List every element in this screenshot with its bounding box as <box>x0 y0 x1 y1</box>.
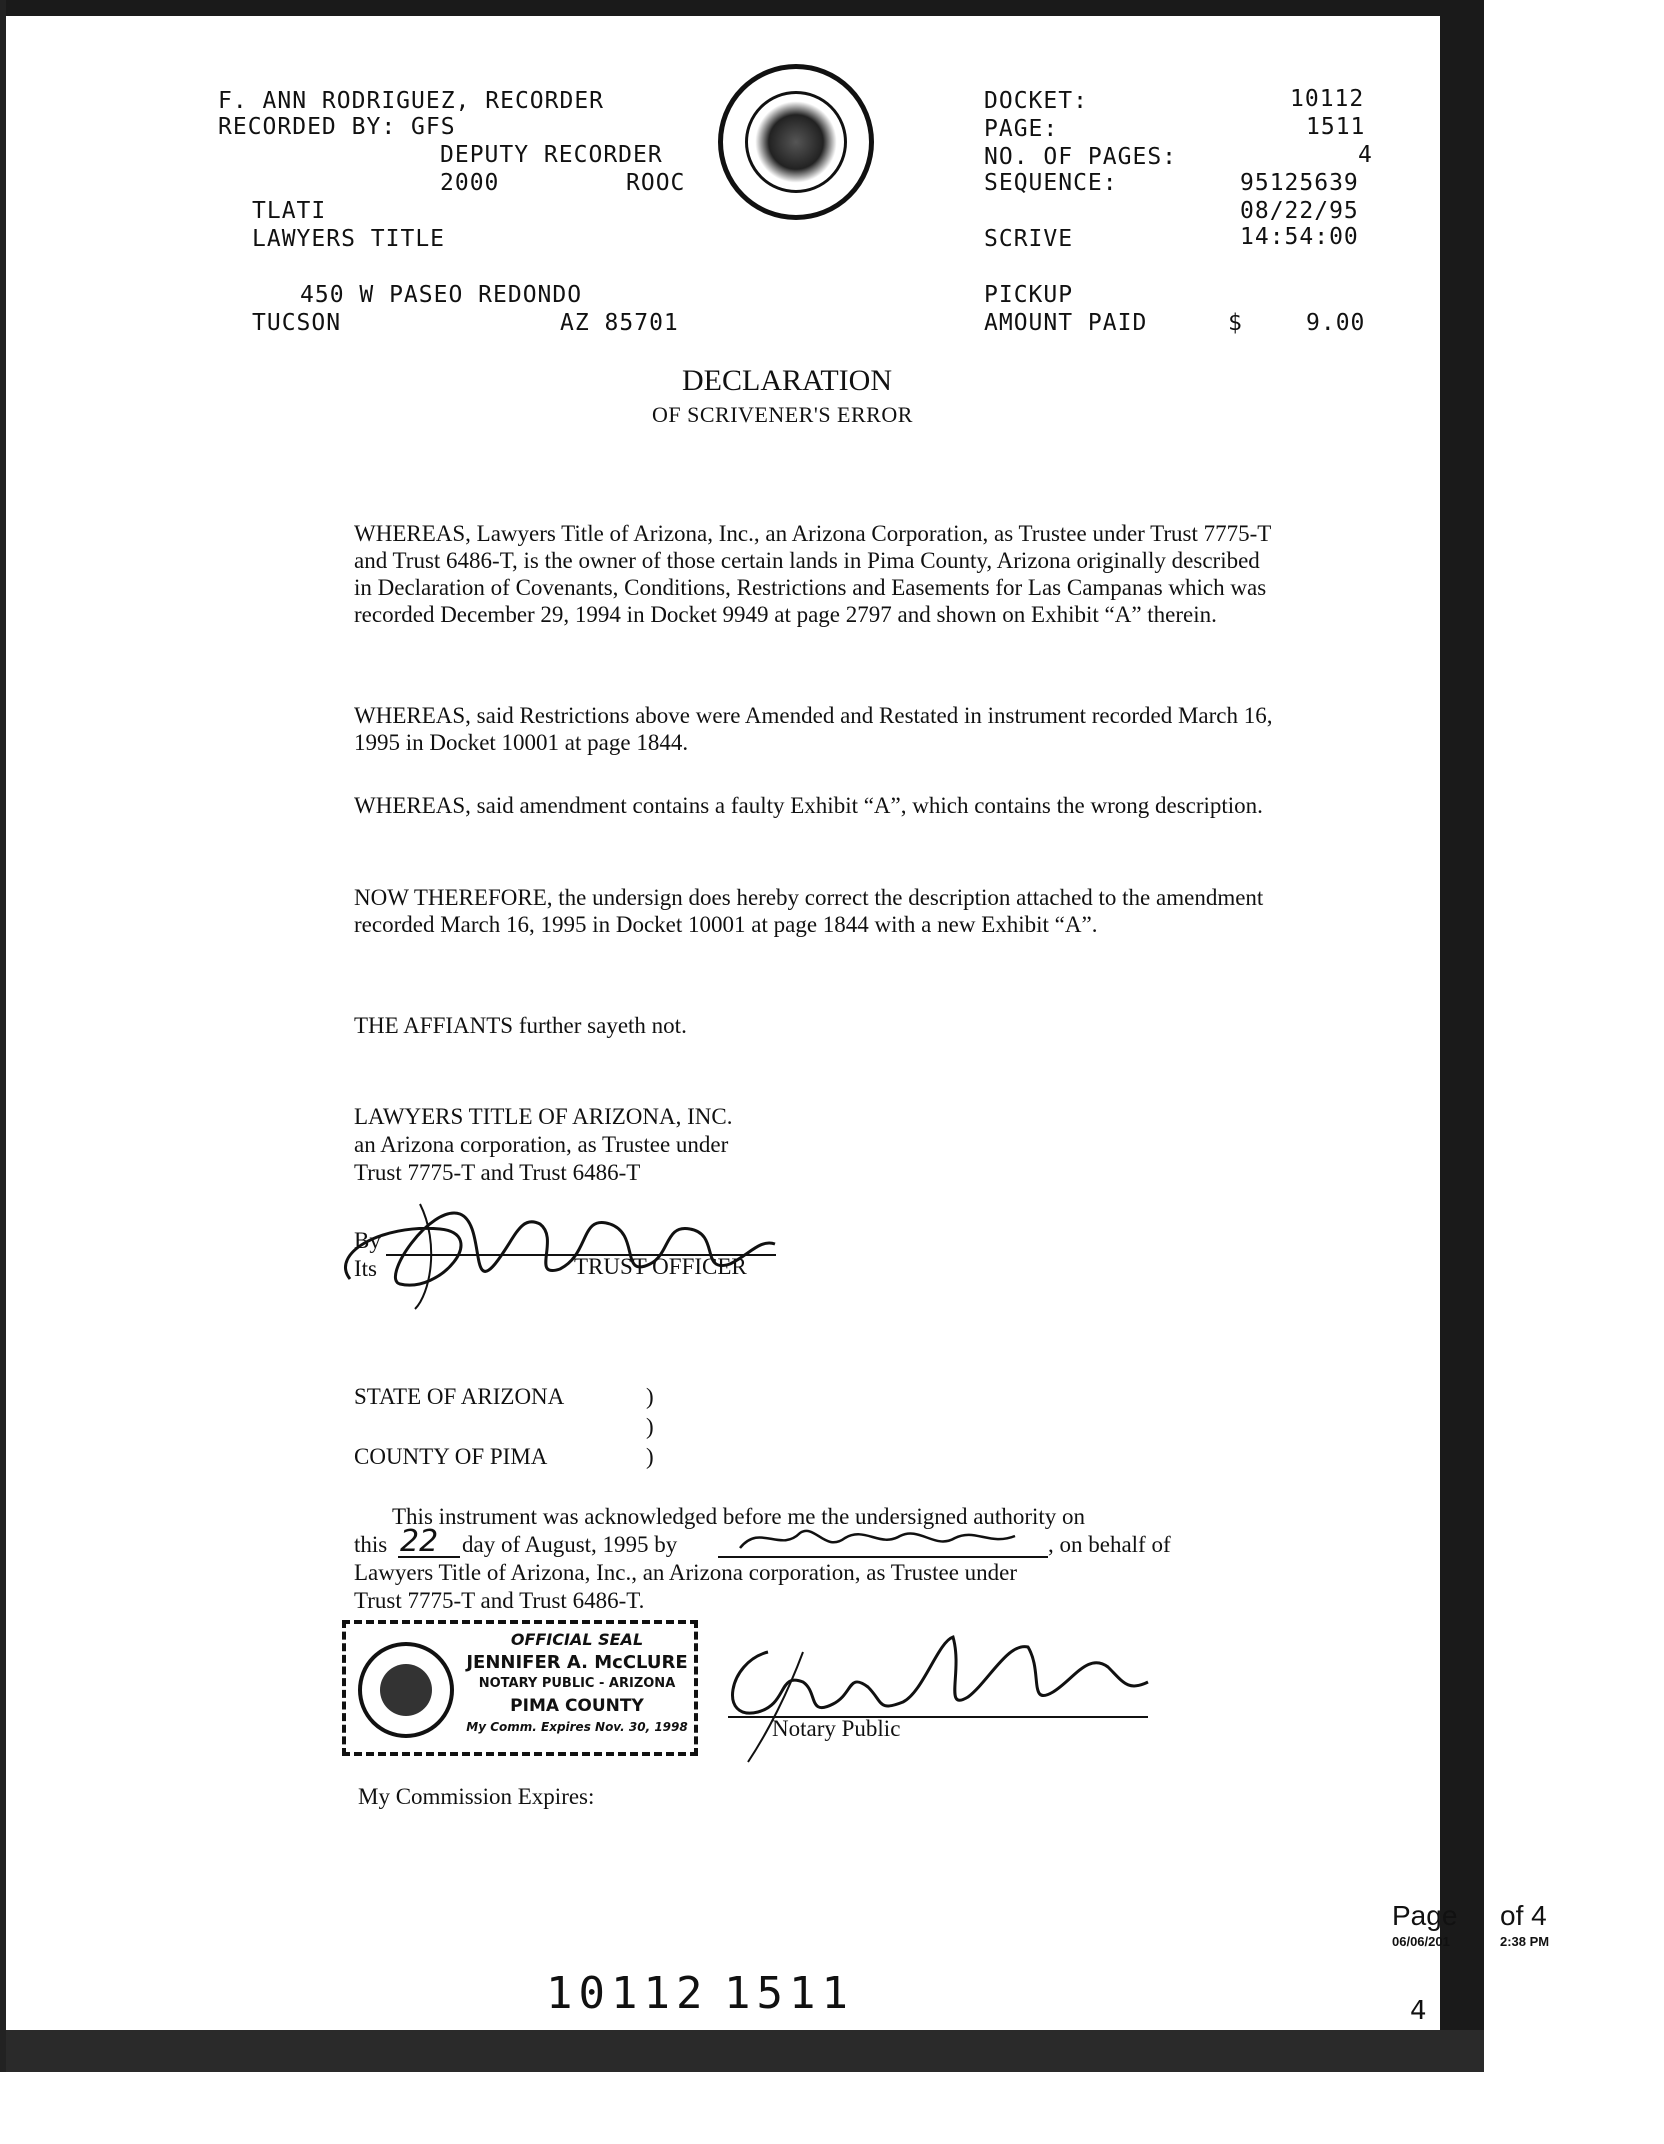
pickup-label: PICKUP <box>984 282 1074 308</box>
print-time: 2:38 PM <box>1500 1934 1550 1949</box>
ack-this: this <box>354 1532 388 1557</box>
amount-value: 9.00 <box>1306 310 1366 336</box>
document-title: DECLARATION <box>682 364 892 397</box>
ack-day-handwritten: 22 <box>400 1524 439 1559</box>
footer-docket-stamp: 10112 <box>546 1968 709 2019</box>
scan-border-right <box>1440 0 1484 2072</box>
lawyers-title: LAWYERS TITLE <box>252 226 446 252</box>
amount-currency: $ <box>1228 310 1243 336</box>
scan-border-bottom <box>0 2030 1484 2072</box>
notary-public-label: Notary Public <box>772 1716 901 1741</box>
paragraph-3: WHEREAS, said amendment contains a faulty Exhibit “A”, which contains the wrong description. <box>354 793 1263 818</box>
seal-expires: My Comm. Expires Nov. 30, 1998 <box>466 1720 688 1734</box>
paragraph-1: WHEREAS, Lawyers Title of Arizona, Inc., an Arizona Corporation, as Trustee under Trust 7775-T and Trust 6486-T, is the owner of those certain lands in Pima County, Arizona originally described in Declaration of Covenants, Conditions, Restrictions and Easements for Las Campanas which was recorded December 29, 1994 in Docket 9949 at page 2797 and shown on Exhibit “A” therein. <box>354 521 1271 627</box>
notary-official-seal <box>342 1620 698 1756</box>
seal-official: OFFICIAL SEAL <box>510 1630 644 1649</box>
record-time: 14:54:00 <box>1240 224 1359 250</box>
venue-paren-1: ) <box>646 1384 654 1409</box>
trust-officer-signature <box>320 1184 790 1314</box>
signatory-line-1: LAWYERS TITLE OF ARIZONA, INC. <box>354 1104 733 1129</box>
scrive-label: SCRIVE <box>984 226 1074 252</box>
venue-paren-2: ) <box>646 1414 654 1439</box>
ack-line-2-end: , on behalf of <box>1048 1532 1171 1557</box>
sequence-label: SEQUENCE: <box>984 170 1118 196</box>
ack-line-3: Lawyers Title of Arizona, Inc., an Arizona corporation, as Trustee under <box>354 1560 1018 1585</box>
commission-expires: My Commission Expires: <box>358 1784 595 1809</box>
trust-officer-label: TRUST OFFICER <box>574 1254 747 1279</box>
record-date: 08/22/95 <box>1240 198 1359 224</box>
recorded-by: RECORDED BY: GFS <box>218 114 456 140</box>
signatory-line-2: an Arizona corporation, as Trustee under <box>354 1132 729 1157</box>
scan-border-top <box>0 0 1484 16</box>
deputy-recorder: DEPUTY RECORDER <box>440 142 663 168</box>
signatory-line-3: Trust 7775-T and Trust 6486-T <box>354 1160 641 1185</box>
arizona-seal-icon <box>358 1642 454 1738</box>
notary-signature <box>708 1612 1158 1772</box>
code-2000: 2000 <box>440 170 500 196</box>
pages-value: 4 <box>1358 142 1373 168</box>
by-label: By <box>354 1228 381 1253</box>
paragraph-5: THE AFFIANTS further sayeth not. <box>354 1013 687 1038</box>
ack-line-1: This instrument was acknowledged before me the undersigned authority on <box>392 1504 1086 1529</box>
scan-border-left <box>0 0 6 2072</box>
document-subtitle: OF SCRIVENER'S ERROR <box>652 402 913 427</box>
venue-state: STATE OF ARIZONA <box>354 1384 565 1409</box>
address-line: 450 W PASEO REDONDO <box>300 282 583 308</box>
page-label: PAGE: <box>984 116 1059 142</box>
seal-county: PIMA COUNTY <box>510 1696 644 1716</box>
paragraph-2: WHEREAS, said Restrictions above were Amended and Restated in instrument recorded March 16, 1995 in Docket 10001 at page 1844. <box>354 703 1273 755</box>
page-value: 1511 <box>1306 114 1366 140</box>
sequence-value: 95125639 <box>1240 170 1359 196</box>
tlati: TLATI <box>252 198 327 224</box>
page-indicator-total: of 4 <box>1500 1900 1547 1931</box>
pages-label: NO. OF PAGES: <box>984 144 1178 170</box>
paragraph-4: NOW THEREFORE, the undersign does hereby correct the description attached to the amendment recorded March 16, 1995 in Docket 10001 at page 1844 with a new Exhibit “A”. <box>354 885 1264 937</box>
acknowledger-signature <box>730 1518 1030 1560</box>
code-rooc: ROOC <box>626 170 686 196</box>
page-indicator-prefix: Page <box>1392 1900 1458 1931</box>
day-underline <box>398 1556 460 1558</box>
seal-name: JENNIFER A. McCLURE <box>466 1652 688 1673</box>
docket-value: 10112 <box>1290 86 1365 112</box>
recorder-name: F. ANN RODRIGUEZ, RECORDER <box>218 88 605 114</box>
docket-label: DOCKET: <box>984 88 1088 114</box>
seal-role: NOTARY PUBLIC - ARIZONA <box>478 1676 676 1691</box>
amount-label: AMOUNT PAID <box>984 310 1148 336</box>
ack-line-4: Trust 7775-T and Trust 6486-T. <box>354 1588 645 1613</box>
venue-county: COUNTY OF PIMA <box>354 1444 548 1469</box>
print-date: 06/06/201 <box>1392 1934 1450 1949</box>
its-label: Its <box>354 1256 377 1281</box>
ack-line-2-mid: day of August, 1995 by <box>462 1532 678 1557</box>
pima-county-seal <box>718 64 874 220</box>
city: TUCSON <box>252 310 342 336</box>
venue-paren-3: ) <box>646 1444 654 1469</box>
footer-page-stamp: 1511 <box>724 1968 854 2019</box>
handwritten-page-mark: 4 <box>1410 1996 1427 2026</box>
state-zip: AZ 85701 <box>560 310 679 336</box>
